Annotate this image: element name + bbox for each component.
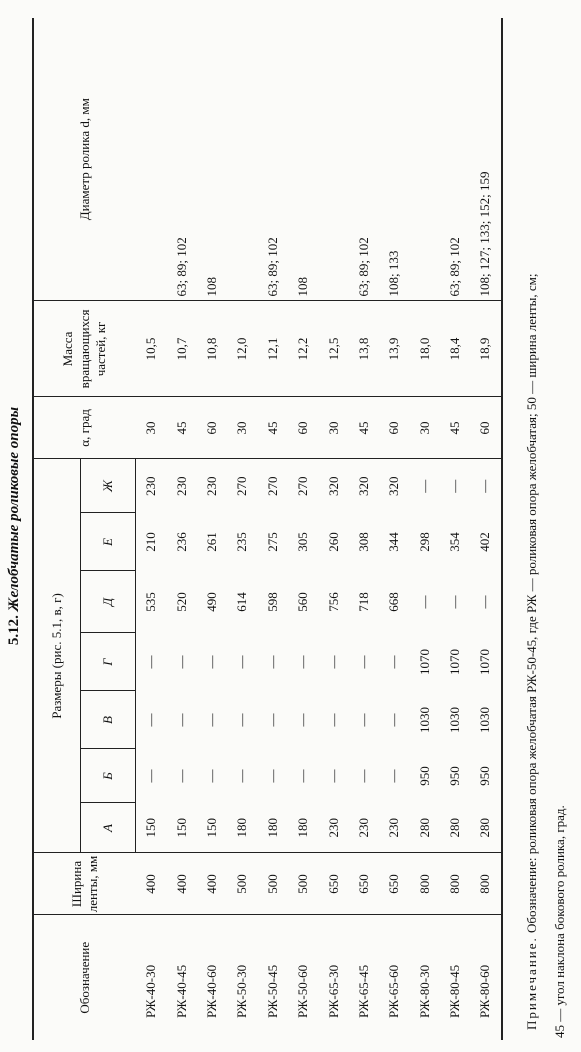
table-body (136, 18, 502, 1040)
note-label: Примечание. (524, 936, 539, 1030)
table-cell-m: 12,5 (318, 301, 348, 397)
header-sub-b: Б (81, 749, 136, 803)
table-row (166, 18, 196, 1040)
table-cell-g: — (264, 655, 280, 669)
table-cell-dd: 535 (143, 592, 159, 612)
table-cell-a: 180 (227, 803, 257, 853)
table-cell-m: 13,9 (379, 301, 409, 397)
table-cell-b: — (234, 769, 250, 783)
table-number: 5.12. (6, 615, 22, 646)
table-cell-alpha: 45 (349, 397, 379, 459)
table-cell-zh: 230 (173, 476, 189, 496)
table-cell-a: 150 (197, 803, 227, 853)
table-cell-zh: 320 (355, 476, 371, 496)
table-title (6, 0, 23, 1052)
table-cell-w: 400 (197, 853, 227, 915)
table-cell-b: 950 (416, 766, 432, 786)
table-cell-e: 402 (470, 513, 501, 571)
table-cell-a: 280 (470, 803, 501, 853)
table-cell-a: 150 (136, 803, 167, 853)
table-cell-alpha: 60 (379, 397, 409, 459)
table-cell-e: 354 (447, 532, 463, 552)
table-cell-v: — (203, 713, 219, 727)
table-cell-e: 298 (416, 532, 432, 552)
table-cell-zh: 230 (143, 476, 159, 496)
table-cell-a: 180 (258, 803, 288, 853)
table-cell-dia: 108; 127; 133; 152; 159 (470, 18, 501, 301)
table-cell-m: 10,8 (197, 301, 227, 397)
table-cell-w: 500 (258, 853, 288, 915)
table-cell-a: 280 (440, 803, 470, 853)
table-cell-dd: — (416, 595, 432, 609)
table-cell-v: — (173, 713, 189, 727)
table-cell-a: 280 (410, 803, 440, 853)
table-cell-e: 305 (295, 532, 311, 552)
table-cell-dia: 63; 89; 102 (258, 18, 288, 301)
table-cell-v: — (143, 713, 159, 727)
table-cell-v: — (234, 713, 250, 727)
table-cell-d: РЖ-40-30 (142, 964, 158, 1018)
table-cell-e: 236 (173, 532, 189, 552)
table-cell-d: РЖ-65-60 (386, 964, 402, 1018)
header-angle: α, град (33, 397, 136, 459)
table-cell-v: 1030 (470, 691, 501, 749)
table-cell-m: 12,2 (288, 301, 318, 397)
table-cell-dia: 63; 89; 102 (349, 18, 379, 301)
table-cell-dd: 718 (355, 592, 371, 612)
table-cell-dia (318, 18, 348, 301)
table-row (318, 18, 348, 1040)
table-cell-zh: 320 (325, 476, 341, 496)
table-cell-w: 400 (166, 853, 196, 915)
table-cell-d: РЖ-40-45 (173, 964, 189, 1018)
table-cell-b: — (264, 769, 280, 783)
table-cell-g: — (355, 655, 371, 669)
table-cell-v: — (325, 713, 341, 727)
table-cell-e: 344 (386, 532, 402, 552)
table-cell-d: РЖ-50-30 (234, 964, 250, 1018)
table-cell-b: — (325, 769, 341, 783)
table-cell-dd: 756 (325, 592, 341, 612)
table-cell-alpha: 30 (136, 397, 167, 459)
table-cell-dd: 668 (386, 592, 402, 612)
table-cell-dia: 108; 133 (379, 18, 409, 301)
table-cell-alpha: 60 (197, 397, 227, 459)
header-sub-zh: Ж (81, 459, 136, 513)
table-cell-b: — (203, 769, 219, 783)
table-cell-g: — (295, 655, 311, 669)
table-cell-v: — (264, 713, 280, 727)
header-sub-g: Г (81, 633, 136, 691)
table-cell-a: 180 (288, 803, 318, 853)
table-cell-e: 275 (264, 532, 280, 552)
table-row (288, 18, 318, 1040)
table-cell-dia: 108 (197, 18, 227, 301)
roller-supports-table (32, 18, 503, 1040)
table-cell-g: — (173, 655, 189, 669)
table-cell-e: 260 (325, 532, 341, 552)
table-cell-zh: — (416, 479, 432, 493)
table-row (227, 18, 257, 1040)
table-cell-b: 950 (470, 749, 501, 803)
table-cell-a: 230 (379, 803, 409, 853)
table-cell-m: 18,0 (410, 301, 440, 397)
table-row (470, 18, 501, 1040)
table-cell-e: 210 (143, 532, 159, 552)
table-cell-a: 230 (318, 803, 348, 853)
table-cell-b: — (295, 769, 311, 783)
table-cell-b: — (173, 769, 189, 783)
table-row (258, 18, 288, 1040)
table-cell-g: 1070 (470, 633, 501, 691)
table-cell-d: РЖ-65-45 (355, 964, 371, 1018)
table-row (379, 18, 409, 1040)
table-cell-zh: — (470, 459, 501, 513)
table-cell-w: 650 (349, 853, 379, 915)
table-cell-dia (410, 18, 440, 301)
table-cell-m: 12,0 (227, 301, 257, 397)
header-diameter: Диаметр ролика d, мм (33, 18, 136, 301)
table-cell-dia (136, 18, 167, 301)
table-cell-w: 500 (288, 853, 318, 915)
table-cell-w: 650 (318, 853, 348, 915)
table-cell-alpha: 30 (318, 397, 348, 459)
table-cell-w: 800 (470, 853, 501, 915)
table-cell-g: — (325, 655, 341, 669)
table-cell-w: 800 (440, 853, 470, 915)
table-cell-zh: 230 (203, 476, 219, 496)
table-row (136, 18, 167, 1040)
table-cell-g: — (386, 655, 402, 669)
table-caption: Желобчатые роликовые опоры (6, 406, 22, 612)
table-cell-d: РЖ-80-60 (470, 915, 501, 1040)
table-cell-v: — (386, 713, 402, 727)
table-cell-alpha: 45 (166, 397, 196, 459)
table-cell-w: 500 (227, 853, 257, 915)
table-cell-dia: 63; 89; 102 (440, 18, 470, 301)
table-cell-dd: 520 (173, 592, 189, 612)
header-sub-e: Е (81, 513, 136, 571)
table-cell-dd: 490 (203, 592, 219, 612)
table-cell-alpha: 45 (258, 397, 288, 459)
header-designation: Обозначение (76, 941, 92, 1014)
table-cell-zh: — (447, 479, 463, 493)
table-cell-b: — (143, 769, 159, 783)
table-cell-zh: 270 (234, 476, 250, 496)
table-cell-dia (227, 18, 257, 301)
table-cell-m: 18,4 (440, 301, 470, 397)
table-cell-d: РЖ-50-45 (264, 964, 280, 1018)
table-cell-dia: 108 (288, 18, 318, 301)
table-cell-b: 950 (447, 766, 463, 786)
table-cell-w: 800 (410, 853, 440, 915)
table-cell-dd: 598 (264, 592, 280, 612)
table-cell-v: 1030 (416, 707, 432, 733)
table-cell-v: — (355, 713, 371, 727)
table-cell-m: 18,9 (470, 301, 501, 397)
table-cell-d: РЖ-65-30 (325, 964, 341, 1018)
table-cell-alpha: 45 (440, 397, 470, 459)
table-cell-g: — (203, 655, 219, 669)
table-cell-m: 10,5 (136, 301, 167, 397)
table-cell-w: 400 (136, 853, 167, 915)
header-dimensions: Размеры (рис. 5.1, в, г) (33, 459, 81, 853)
table-cell-dd: 614 (234, 592, 250, 612)
table-cell-g: 1070 (447, 649, 463, 675)
table-cell-zh: 270 (264, 476, 280, 496)
table-cell-alpha: 30 (410, 397, 440, 459)
table-cell-zh: 270 (295, 476, 311, 496)
header-sub-d: Д (81, 571, 136, 633)
table-cell-d: РЖ-40-60 (203, 964, 219, 1018)
table-cell-a: 230 (349, 803, 379, 853)
table-cell-w: 650 (379, 853, 409, 915)
table-cell-v: 1030 (447, 707, 463, 733)
table-cell-zh: 320 (386, 476, 402, 496)
table-cell-v: — (295, 713, 311, 727)
table-cell-m: 12,1 (258, 301, 288, 397)
table-cell-m: 10,7 (166, 301, 196, 397)
table-cell-d: РЖ-80-45 (447, 964, 463, 1018)
table-cell-alpha: 60 (288, 397, 318, 459)
header-sub-v: В (81, 691, 136, 749)
table-row (349, 18, 379, 1040)
table-cell-b: — (386, 769, 402, 783)
table-cell-d: РЖ-80-30 (416, 964, 432, 1018)
note-line-2: 45 — угол наклона бокового ролика, град. (552, 805, 567, 1038)
table-cell-e: 261 (203, 532, 219, 552)
table-cell-alpha: 30 (227, 397, 257, 459)
note-line-1: Обозначение: роликовая опора желобчатая РЖ-50-45, где РЖ — роликовая опора желобчатая; 50 — ширина ленты, см; (524, 273, 539, 933)
table-cell-e: 308 (355, 532, 371, 552)
table-cell-dd: — (470, 571, 501, 633)
table-note (518, 18, 574, 1038)
table-cell-b: — (355, 769, 371, 783)
header-sub-a: А (81, 803, 136, 853)
table-row (440, 18, 470, 1040)
header-belt-width: Ширина ленты, мм (33, 853, 136, 915)
table-cell-d: РЖ-50-60 (295, 964, 311, 1018)
table-cell-dd: — (447, 595, 463, 609)
table-cell-g: — (143, 655, 159, 669)
table-cell-g: — (234, 655, 250, 669)
table-cell-dia: 63; 89; 102 (166, 18, 196, 301)
header-mass: Масса вращающихся частей, кг (33, 301, 136, 397)
table-cell-alpha: 60 (470, 397, 501, 459)
table-cell-e: 235 (234, 532, 250, 552)
table-row (410, 18, 440, 1040)
table-cell-m: 13,8 (349, 301, 379, 397)
table-cell-a: 150 (166, 803, 196, 853)
table-row (197, 18, 227, 1040)
table-cell-g: 1070 (416, 649, 432, 675)
table-cell-dd: 560 (295, 592, 311, 612)
